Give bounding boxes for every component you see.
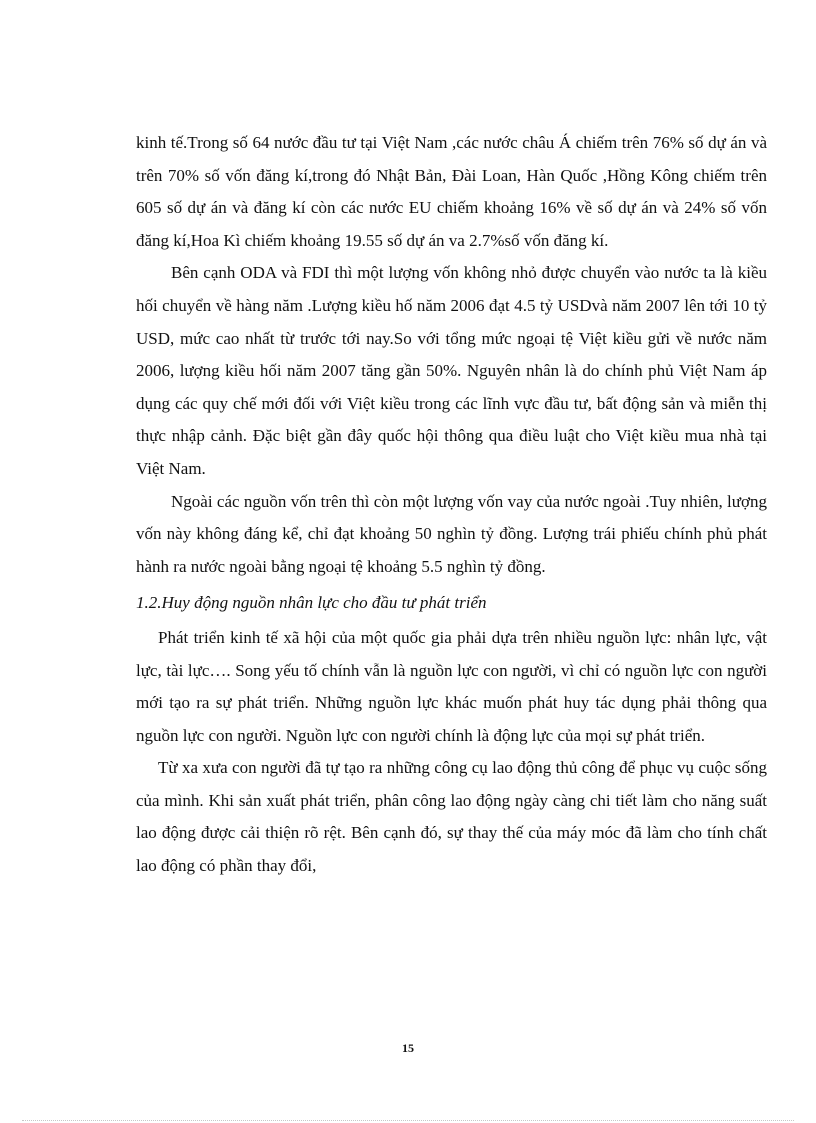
page-divider <box>22 1120 794 1121</box>
paragraph-human-resources: Phát triển kinh tế xã hội của một quốc gia phải dựa trên nhiều nguồn lực: nhân lực, vật lực, tài lực…. Song yếu tố chính vẫn là nguồn lực con người, vì chỉ có nguồn lực con người mới tạo ra sự phát triển. Những nguồn lực khác muốn phát huy tác dụng phải thông qua nguồn lực con người. Nguồn lực con người chính là động lực của mọi sự phát triển. <box>136 627 767 745</box>
paragraph-continued: kinh tế.Trong số 64 nước đầu tư tại Việt Nam ,các nước châu Á chiếm trên 76% số dự án và trên 70% số vốn đăng kí,trong đó Nhật Bản, Đài Loan, Hàn Quốc ,Hồng Kông chiếm trên 605 số dự án và đăng kí còn các nước EU chiếm khoảng 16% về số dự án và 24% số vốn đăng kí,Hoa Kì chiếm khoảng 19.55 số dự án va 2.7%số vốn đăng kí. <box>136 133 767 250</box>
body-text <box>136 127 767 883</box>
paragraph-remittances: Bên cạnh ODA và FDI thì một lượng vốn không nhỏ được chuyển vào nước ta là kiều hối chuyển về hàng năm .Lượng kiều hố năm 2006 đạt 4.5 tỷ USDvà năm 2007 lên tới 10 tỷ USD, mức cao nhất từ trước tới nay.So với tổng mức ngoại tệ Việt kiều gửi về nước năm 2006, lượng kiều hối năm 2007 tăng gần 50%. Nguyên nhân là do chính phủ Việt Nam áp dụng các quy chế mới đối với Việt kiều trong các lĩnh vực đầu tư, bất động sản và miễn thị thực nhập cảnh. Đặc biệt gần đây quốc hội thông qua điều luật cho Việt kiều mua nhà tại Việt Nam. <box>136 263 767 478</box>
paragraph-labor-tools: Từ xa xưa con người đã tự tạo ra những công cụ lao động thủ công để phục vụ cuộc sống của mình. Khi sản xuất phát triển, phân công lao động ngày càng chi tiết làm cho năng suất lao động được cải thiện rõ rệt. Bên cạnh đó, sự thay thế của máy móc đã làm cho tính chất lao động có phần thay đổi, <box>136 758 767 876</box>
section-heading: 1.2.Huy động nguồn nhân lực cho đầu tư phát triển <box>136 593 487 613</box>
page-number: 15 <box>402 1041 414 1055</box>
paragraph-foreign-loans: Ngoài các nguồn vốn trên thì còn một lượng vốn vay của nước ngoài .Tuy nhiên, lượng vốn này không đáng kể, chỉ đạt khoảng 50 nghìn tỷ đồng. Lượng trái phiếu chính phủ phát hành ra nước ngoài bằng ngoại tệ khoảng 5.5 nghìn tỷ đồng. <box>136 491 767 576</box>
